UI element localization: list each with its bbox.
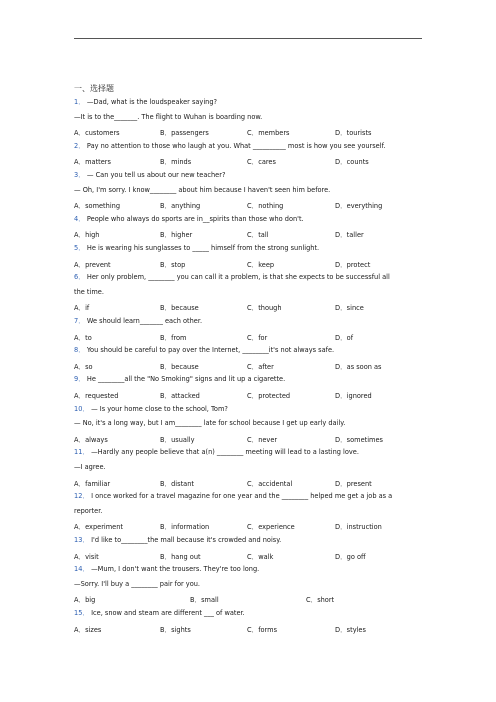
answer-option[interactable]: B．anything bbox=[160, 202, 201, 211]
answer-option[interactable]: C．accidental bbox=[247, 479, 293, 488]
answer-option[interactable]: B．distant bbox=[160, 479, 194, 488]
question-stem-cont bbox=[74, 186, 330, 194]
question-text: reporter. bbox=[74, 506, 103, 515]
question-stem bbox=[74, 375, 285, 383]
question-number: 4． bbox=[74, 214, 85, 223]
answer-option[interactable]: D．present bbox=[335, 479, 372, 488]
question-stem bbox=[74, 171, 225, 179]
answer-option[interactable]: D．everything bbox=[335, 202, 383, 211]
answer-option[interactable]: B．sights bbox=[160, 625, 191, 634]
answer-option[interactable]: A．experiment bbox=[74, 523, 123, 532]
question-stem bbox=[74, 536, 281, 544]
answer-option[interactable]: C．tall bbox=[247, 231, 269, 240]
answer-option[interactable]: A．always bbox=[74, 435, 108, 444]
question-stem bbox=[74, 609, 245, 617]
question-number: 2． bbox=[74, 141, 85, 150]
answer-option[interactable]: B．because bbox=[160, 304, 199, 313]
answer-option[interactable]: D．as soon as bbox=[335, 362, 382, 371]
question-stem bbox=[74, 448, 359, 456]
answer-option[interactable]: D．go off bbox=[335, 552, 366, 561]
question-number: 6． bbox=[74, 273, 85, 282]
answer-option[interactable]: A．so bbox=[74, 362, 93, 371]
question-stem bbox=[74, 142, 386, 150]
question-stem-cont bbox=[74, 580, 200, 588]
question-text: — No, it's a long way, but I am________ late for school because I get up early daily. bbox=[74, 419, 346, 428]
question-stem bbox=[74, 215, 304, 223]
question-number: 5． bbox=[74, 244, 85, 252]
question-stem bbox=[74, 317, 202, 325]
question-text: You should be careful to pay over the Internet, ________it's not always safe. bbox=[84, 346, 335, 355]
answer-option[interactable]: D．protect bbox=[335, 260, 371, 269]
answer-option[interactable]: A．requested bbox=[74, 392, 119, 400]
question-stem-cont bbox=[74, 419, 345, 427]
question-number: 13． bbox=[74, 536, 89, 544]
question-number: 15． bbox=[74, 609, 89, 617]
answer-option[interactable]: C．members bbox=[247, 129, 290, 138]
question-text: I'd like to________the mall because it's crowded and noisy. bbox=[88, 536, 282, 544]
answer-option[interactable]: C．walk bbox=[247, 552, 274, 561]
question-number: 3． bbox=[74, 171, 85, 179]
header-rule bbox=[74, 38, 422, 39]
answer-option[interactable]: B．from bbox=[160, 333, 187, 342]
answer-option[interactable]: A．familiar bbox=[74, 479, 111, 488]
answer-option[interactable]: B．higher bbox=[160, 231, 193, 240]
question-number: 8． bbox=[74, 346, 85, 355]
question-text: —Mum, I don't want the trousers. They're too long. bbox=[88, 565, 260, 574]
question-stem bbox=[74, 98, 217, 106]
answer-option[interactable]: C．experience bbox=[247, 523, 295, 532]
question-stem bbox=[74, 244, 319, 252]
answer-option[interactable]: C．forms bbox=[247, 625, 278, 634]
question-stem-cont bbox=[74, 463, 106, 471]
question-text: Ice, snow and steam are different ___ of water. bbox=[88, 609, 245, 617]
question-text: People who always do sports are in__spirits than those who don't. bbox=[84, 214, 304, 223]
answer-option[interactable]: C．for bbox=[247, 333, 268, 342]
answer-option[interactable]: A．sizes bbox=[74, 625, 102, 634]
answer-option[interactable]: C．never bbox=[247, 435, 278, 444]
answer-option[interactable]: B．minds bbox=[160, 158, 192, 167]
question-number: 12． bbox=[74, 492, 89, 501]
answer-option[interactable]: A．if bbox=[74, 304, 90, 313]
answer-option[interactable]: B．information bbox=[160, 523, 210, 532]
question-text: He ________all the "No Smoking" signs and lit up a cigarette. bbox=[84, 375, 286, 384]
question-text: — Is your home close to the school, Tom? bbox=[88, 404, 228, 413]
answer-option[interactable]: C．nothing bbox=[247, 202, 284, 211]
answer-option[interactable]: A．to bbox=[74, 333, 92, 342]
answer-option[interactable]: D．instruction bbox=[335, 523, 382, 532]
question-number: 10． bbox=[74, 404, 89, 413]
answer-option[interactable]: C．protected bbox=[247, 392, 291, 400]
answer-option[interactable]: B．passengers bbox=[160, 129, 209, 138]
answer-option[interactable]: D．taller bbox=[335, 231, 364, 240]
answer-option[interactable]: B．usually bbox=[160, 435, 195, 444]
question-number: 1． bbox=[74, 98, 85, 106]
answer-option[interactable]: A．something bbox=[74, 202, 121, 211]
answer-option[interactable]: A．customers bbox=[74, 129, 120, 138]
question-text: —Dad, what is the loudspeaker saying? bbox=[84, 98, 218, 106]
answer-option[interactable]: A．matters bbox=[74, 158, 111, 167]
answer-option[interactable]: D．counts bbox=[335, 158, 369, 167]
question-text: He is wearing his sunglasses to _____ himself from the strong sunlight. bbox=[84, 244, 320, 252]
answer-option[interactable]: C．cares bbox=[247, 158, 276, 167]
question-stem bbox=[74, 405, 228, 413]
answer-option[interactable]: D．since bbox=[335, 304, 364, 313]
question-stem-cont bbox=[74, 507, 102, 515]
question-text: —I agree. bbox=[74, 463, 106, 471]
section-title: 一、选择题 bbox=[74, 84, 114, 93]
question-number: 7． bbox=[74, 317, 85, 325]
answer-option[interactable]: A．high bbox=[74, 231, 100, 240]
question-stem-cont bbox=[74, 288, 104, 296]
answer-option[interactable]: C．though bbox=[247, 304, 282, 313]
answer-option[interactable]: C．short bbox=[306, 596, 335, 605]
question-number: 11． bbox=[74, 448, 89, 457]
question-text: Pay no attention to those who laugh at you. What __________ most is how you see yourself. bbox=[84, 141, 386, 150]
answer-option[interactable]: D．tourists bbox=[335, 129, 372, 138]
question-text: —Sorry. I'll buy a ________ pair for you. bbox=[74, 579, 200, 588]
question-text: the time. bbox=[74, 287, 104, 296]
answer-option[interactable]: D．sometimes bbox=[335, 435, 383, 444]
answer-option[interactable]: B．because bbox=[160, 362, 199, 371]
question-text: — Oh, I'm sorry. I know________ about him because I haven't seen him before. bbox=[74, 185, 331, 194]
answer-option[interactable]: A．prevent bbox=[74, 260, 111, 269]
question-text: I once worked for a travel magazine for one year and the ________ helped me get a job as a bbox=[88, 492, 393, 501]
question-stem bbox=[74, 565, 259, 573]
answer-option[interactable]: B．attacked bbox=[160, 392, 200, 400]
answer-option[interactable]: B．small bbox=[190, 596, 219, 605]
question-text: —It is to the_______. The flight to Wuhan is boarding now. bbox=[74, 112, 263, 121]
answer-option[interactable]: D．of bbox=[335, 333, 354, 342]
answer-option[interactable]: B．hang out bbox=[160, 552, 201, 561]
question-text: — Can you tell us about our new teacher? bbox=[84, 171, 226, 179]
question-text: We should learn_______ each other. bbox=[84, 317, 203, 325]
question-stem-cont bbox=[74, 113, 262, 121]
answer-option[interactable]: B．stop bbox=[160, 260, 186, 269]
question-text: Her only problem, ________ you can call it a problem, is that she expects to be successful all bbox=[84, 273, 390, 282]
question-number: 9． bbox=[74, 375, 85, 384]
question-stem bbox=[74, 492, 392, 500]
question-stem bbox=[74, 346, 334, 354]
answer-option[interactable]: C．after bbox=[247, 362, 274, 371]
question-text: —Hardly any people believe that a(n) ________ meeting will lead to a lasting love. bbox=[88, 448, 359, 457]
answer-option[interactable]: D．styles bbox=[335, 625, 366, 634]
answer-option[interactable]: A．big bbox=[74, 596, 96, 605]
question-number: 14． bbox=[74, 565, 89, 574]
question-stem bbox=[74, 273, 390, 281]
answer-option[interactable]: A．visit bbox=[74, 552, 99, 561]
answer-option[interactable]: D．ignored bbox=[335, 392, 372, 400]
answer-option[interactable]: C．keep bbox=[247, 260, 275, 269]
